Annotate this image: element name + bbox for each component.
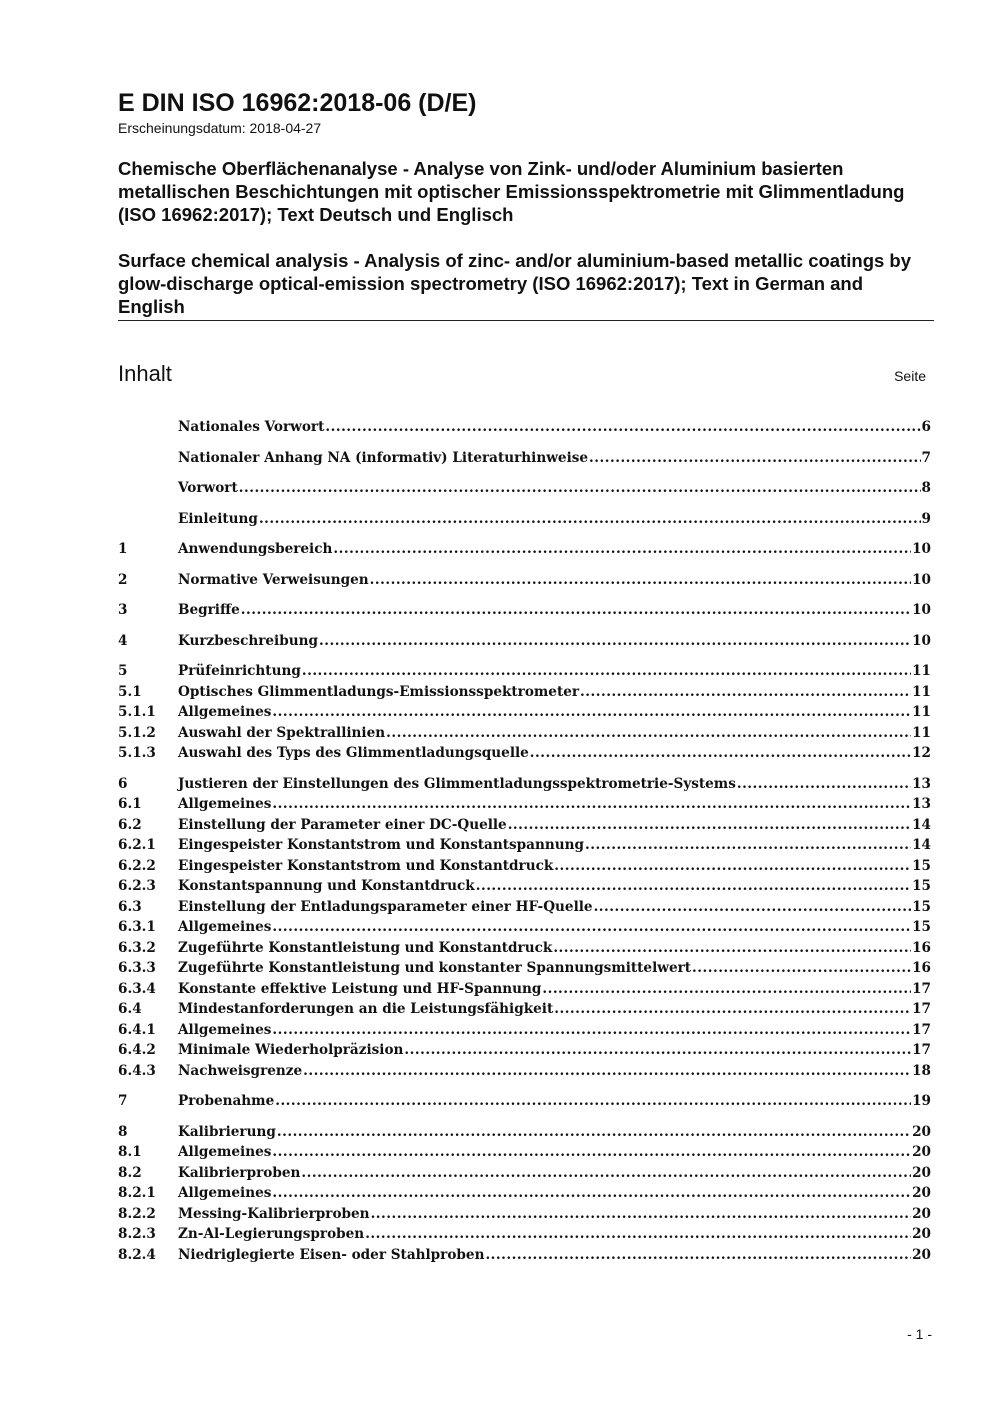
toc-entry[interactable] bbox=[118, 815, 931, 836]
leader-dots bbox=[530, 743, 911, 764]
toc-entry-page: 14 bbox=[912, 816, 931, 833]
toc-entry-text: Allgemeines bbox=[178, 1144, 272, 1160]
toc-entry-page: 10 bbox=[912, 571, 931, 588]
toc-entry[interactable] bbox=[118, 600, 931, 621]
toc-entry-page: 8 bbox=[921, 480, 931, 496]
leader-dots bbox=[553, 938, 911, 959]
toc-entry-page: 12 bbox=[912, 745, 931, 761]
toc-entry[interactable] bbox=[118, 661, 931, 682]
toc-entry-page: 11 bbox=[912, 724, 931, 741]
toc-entry-page: 16 bbox=[912, 939, 931, 956]
toc-entry-page: 15 bbox=[912, 919, 931, 935]
leader-dots bbox=[301, 1163, 911, 1184]
toc-entry-text: Konstantspannung und Konstantdruck bbox=[178, 878, 475, 894]
leader-dots bbox=[259, 509, 921, 530]
leader-dots bbox=[404, 1040, 911, 1061]
leader-dots bbox=[302, 661, 911, 682]
toc-entry[interactable] bbox=[118, 876, 931, 897]
toc-entry-page: 15 bbox=[912, 878, 931, 894]
toc-entry-text: Mindestanforderungen an die Leistungsfähigkeit bbox=[178, 1001, 554, 1017]
document-header bbox=[118, 88, 934, 318]
toc-entry-number: 6.3.1 bbox=[118, 919, 156, 935]
leader-dots bbox=[737, 774, 911, 795]
leader-dots bbox=[272, 1142, 911, 1163]
toc-entry[interactable] bbox=[118, 1020, 931, 1041]
toc-entry-page: 16 bbox=[912, 960, 931, 976]
toc-entry-page: 18 bbox=[912, 1062, 931, 1079]
leader-dots bbox=[365, 1224, 911, 1245]
leader-dots bbox=[239, 478, 921, 499]
toc-entry-text: Allgemeines bbox=[178, 704, 272, 720]
toc-entry-page: 20 bbox=[912, 1185, 931, 1201]
toc-entry-number: 6.2 bbox=[118, 816, 142, 833]
leader-dots bbox=[692, 958, 911, 979]
toc-entry-page: 17 bbox=[912, 980, 931, 997]
leader-dots bbox=[508, 815, 911, 836]
toc-entry[interactable] bbox=[118, 856, 931, 877]
leader-dots bbox=[272, 702, 911, 723]
toc-entry-number: 6.2.1 bbox=[118, 837, 156, 853]
toc-entry-text: Prüfeinrichtung bbox=[178, 663, 301, 679]
toc-entry[interactable] bbox=[118, 1091, 931, 1112]
toc-entry-number: 8.2.3 bbox=[118, 1226, 156, 1242]
toc-entry-text: Niedriglegierte Eisen- oder Stahlproben bbox=[178, 1246, 485, 1263]
leader-dots bbox=[319, 631, 911, 652]
leader-dots bbox=[580, 682, 911, 703]
toc-entry-text: Allgemeines bbox=[178, 1021, 272, 1038]
toc-entry-number: 6.3.4 bbox=[118, 980, 156, 997]
toc-entry-page: 10 bbox=[912, 632, 931, 649]
leader-dots bbox=[594, 897, 912, 918]
toc-entry[interactable] bbox=[118, 631, 931, 652]
toc-heading bbox=[118, 360, 926, 390]
toc-entry[interactable] bbox=[118, 1245, 931, 1266]
document-id: E DIN ISO 16962:2018-06 (D/E) bbox=[118, 89, 477, 117]
toc-entry-page: 19 bbox=[912, 1093, 931, 1109]
toc-entry-number: 5.1.3 bbox=[118, 745, 156, 761]
toc-entry[interactable] bbox=[118, 570, 931, 591]
toc-entry-text: Vorwort bbox=[178, 480, 238, 496]
toc-entry-text: Begriffe bbox=[178, 602, 240, 618]
leader-dots bbox=[241, 600, 911, 621]
toc-entry-text: Justieren der Einstellungen des Glimmentladungsspektrometrie-Systems bbox=[178, 775, 736, 792]
toc-entry-number: 6.3.3 bbox=[118, 960, 156, 976]
toc-entry-number: 6.2.2 bbox=[118, 857, 156, 874]
toc-entry-number: 8.1 bbox=[118, 1144, 142, 1160]
toc-entry[interactable] bbox=[118, 794, 931, 815]
toc-entry[interactable] bbox=[118, 835, 931, 856]
leader-dots bbox=[272, 1183, 911, 1204]
toc-entry-text: Nationaler Anhang NA (informativ) Literaturhinweise bbox=[178, 449, 589, 466]
leader-dots bbox=[371, 1204, 912, 1225]
toc-entry[interactable] bbox=[118, 958, 931, 979]
toc-entry-text: Allgemeines bbox=[178, 1185, 272, 1201]
toc-entry-page: 15 bbox=[912, 857, 931, 874]
toc-entry-number: 8.2.2 bbox=[118, 1205, 156, 1222]
toc-entry-number: 5.1.1 bbox=[118, 704, 156, 720]
leader-dots bbox=[303, 1061, 911, 1082]
toc-entry[interactable] bbox=[118, 1122, 931, 1143]
leader-dots bbox=[370, 570, 911, 591]
toc-entry-number: 4 bbox=[118, 632, 128, 649]
toc-entry-page: 7 bbox=[921, 449, 931, 466]
toc-entry-page: 20 bbox=[912, 1164, 931, 1181]
toc-entry-page: 20 bbox=[912, 1246, 931, 1263]
toc-entry-text: Minimale Wiederholpräzision bbox=[178, 1042, 404, 1058]
toc-entry-page: 11 bbox=[912, 704, 931, 720]
toc-entry[interactable] bbox=[118, 448, 931, 469]
toc-entry-text: Einleitung bbox=[178, 510, 258, 527]
toc-entry[interactable] bbox=[118, 897, 931, 918]
toc-entry[interactable] bbox=[118, 1224, 931, 1245]
toc-entry-text: Kalibrierung bbox=[178, 1123, 276, 1140]
leader-dots bbox=[554, 856, 911, 877]
toc-entry-page: 10 bbox=[912, 602, 931, 618]
toc-entry-text: Nachweisgrenze bbox=[178, 1062, 303, 1079]
toc-entry-number: 1 bbox=[118, 541, 128, 557]
leader-dots bbox=[325, 417, 920, 438]
toc-entry[interactable] bbox=[118, 509, 931, 530]
toc-entry-text: Nationales Vorwort bbox=[178, 419, 325, 435]
toc-entry-text: Anwendungsbereich bbox=[178, 541, 333, 557]
toc-entry-page: 13 bbox=[912, 796, 931, 812]
toc-entry-page: 15 bbox=[912, 898, 931, 915]
toc-entry-text: Kalibrierproben bbox=[178, 1164, 301, 1181]
toc-entry-page: 14 bbox=[912, 837, 931, 853]
toc-entry[interactable] bbox=[118, 999, 931, 1020]
leader-dots bbox=[277, 1122, 911, 1143]
toc-entry[interactable] bbox=[118, 539, 931, 560]
toc-entry[interactable] bbox=[118, 1142, 931, 1163]
toc-entry-page: 6 bbox=[921, 419, 931, 435]
publication-date: Erscheinungsdatum: 2018-04-27 bbox=[118, 120, 322, 136]
toc-entry[interactable] bbox=[118, 1061, 931, 1082]
toc-entry-number: 6.3 bbox=[118, 898, 142, 915]
toc-entry[interactable] bbox=[118, 917, 931, 938]
toc-entry-number: 8.2 bbox=[118, 1164, 142, 1181]
toc-entry[interactable] bbox=[118, 938, 931, 959]
leader-dots bbox=[585, 835, 911, 856]
toc-entry-page: 13 bbox=[912, 775, 931, 792]
toc-entry-text: Eingespeister Konstantstrom und Konstantspannung bbox=[178, 837, 585, 853]
toc-entry[interactable] bbox=[118, 723, 931, 744]
toc-entry-text: Einstellung der Parameter einer DC-Quelle bbox=[178, 816, 507, 833]
leader-dots bbox=[272, 794, 911, 815]
toc-entry-number: 5.1.2 bbox=[118, 724, 156, 741]
toc-entry-text: Konstante effektive Leistung und HF-Spannung bbox=[178, 980, 542, 997]
toc-entry-number: 6.3.2 bbox=[118, 939, 156, 956]
toc-entry-page: 17 bbox=[912, 1021, 931, 1038]
table-of-contents bbox=[118, 417, 931, 1265]
toc-entry-number: 3 bbox=[118, 602, 128, 618]
toc-entry-number: 2 bbox=[118, 571, 128, 588]
leader-dots bbox=[386, 723, 911, 744]
toc-entry-page: 11 bbox=[912, 663, 931, 679]
toc-entry-number: 8 bbox=[118, 1123, 128, 1140]
leader-dots bbox=[272, 1020, 911, 1041]
toc-entry-text: Probenahme bbox=[178, 1093, 275, 1109]
toc-entry[interactable] bbox=[118, 1040, 931, 1061]
page-number: - 1 - bbox=[907, 1326, 932, 1342]
toc-entry-number: 8.2.4 bbox=[118, 1246, 156, 1263]
toc-entry-text: Allgemeines bbox=[178, 796, 272, 812]
toc-entry-number: 6.4.2 bbox=[118, 1042, 156, 1058]
toc-entry-page: 20 bbox=[912, 1144, 931, 1160]
toc-entry-text: Allgemeines bbox=[178, 919, 272, 935]
toc-entry-number: 6.4.1 bbox=[118, 1021, 156, 1038]
leader-dots bbox=[485, 1245, 911, 1266]
toc-entry[interactable] bbox=[118, 979, 931, 1000]
toc-entry[interactable] bbox=[118, 1183, 931, 1204]
toc-entry[interactable] bbox=[118, 743, 931, 764]
toc-entry-text: Einstellung der Entladungsparameter einer HF-Quelle bbox=[178, 898, 593, 915]
toc-entry[interactable] bbox=[118, 682, 931, 703]
toc-entry-number: 6.4 bbox=[118, 1001, 142, 1017]
leader-dots bbox=[542, 979, 911, 1000]
toc-entry-text: Auswahl der Spektrallinien bbox=[178, 724, 386, 741]
leader-dots bbox=[476, 876, 911, 897]
leader-dots bbox=[333, 539, 911, 560]
toc-entry-text: Kurzbeschreibung bbox=[178, 632, 318, 649]
toc-entry[interactable] bbox=[118, 417, 931, 438]
toc-entry-number: 7 bbox=[118, 1093, 128, 1109]
toc-entry-number: 6.4.3 bbox=[118, 1062, 156, 1079]
toc-entry-page: 20 bbox=[912, 1123, 931, 1140]
toc-entry-page: 10 bbox=[912, 541, 931, 557]
toc-title: Inhalt bbox=[118, 361, 172, 386]
toc-entry-text: Zugeführte Konstantleistung und Konstantdruck bbox=[178, 939, 553, 956]
toc-entry[interactable] bbox=[118, 478, 931, 499]
toc-entry-page: 11 bbox=[912, 683, 931, 700]
toc-entry-number: 5.1 bbox=[118, 683, 142, 700]
toc-entry-text: Auswahl des Typs des Glimmentladungsquelle bbox=[178, 745, 529, 761]
toc-entry-page: 17 bbox=[912, 1001, 931, 1017]
toc-entry-number: 6 bbox=[118, 775, 128, 792]
header-divider bbox=[118, 320, 934, 321]
toc-entry-page: 20 bbox=[912, 1226, 931, 1242]
toc-entry[interactable] bbox=[118, 702, 931, 723]
title-english: Surface chemical analysis - Analysis of zinc- and/or aluminium-based metallic coatings by glow-discharge optical-emission spectrometry (ISO 16962:2017); Text in German and English bbox=[118, 250, 912, 317]
toc-entry-page: 20 bbox=[912, 1205, 931, 1222]
toc-entry-text: Eingespeister Konstantstrom und Konstantdruck bbox=[178, 857, 554, 874]
toc-entry-text: Zn-Al-Legierungsproben bbox=[178, 1226, 365, 1242]
toc-entry-page: 17 bbox=[912, 1042, 931, 1058]
leader-dots bbox=[554, 999, 911, 1020]
toc-entry-text: Optisches Glimmentladungs-Emissionsspektrometer bbox=[178, 683, 580, 700]
toc-entry[interactable] bbox=[118, 1163, 931, 1184]
toc-entry[interactable] bbox=[118, 1204, 931, 1225]
toc-entry-page: 9 bbox=[921, 510, 931, 527]
toc-entry[interactable] bbox=[118, 774, 931, 795]
toc-page-label: Seite bbox=[894, 368, 926, 384]
leader-dots bbox=[275, 1091, 911, 1112]
toc-entry-number: 8.2.1 bbox=[118, 1185, 156, 1201]
toc-entry-number: 6.2.3 bbox=[118, 878, 156, 894]
title-german: Chemische Oberflächenanalyse - Analyse von Zink- und/oder Aluminium basierten metallischen Beschichtungen mit optischer Emissionsspektrometrie mit Glimmentladung (ISO 16962:2017); Text Deutsch und Englisch bbox=[118, 158, 905, 225]
toc-entry-text: Normative Verweisungen bbox=[178, 571, 369, 588]
leader-dots bbox=[272, 917, 911, 938]
toc-entry-number: 6.1 bbox=[118, 796, 142, 812]
leader-dots bbox=[589, 448, 920, 469]
toc-entry-number: 5 bbox=[118, 663, 128, 679]
toc-entry-text: Zugeführte Konstantleistung und konstanter Spannungsmittelwert bbox=[178, 960, 692, 976]
toc-entry-text: Messing-Kalibrierproben bbox=[178, 1205, 370, 1222]
